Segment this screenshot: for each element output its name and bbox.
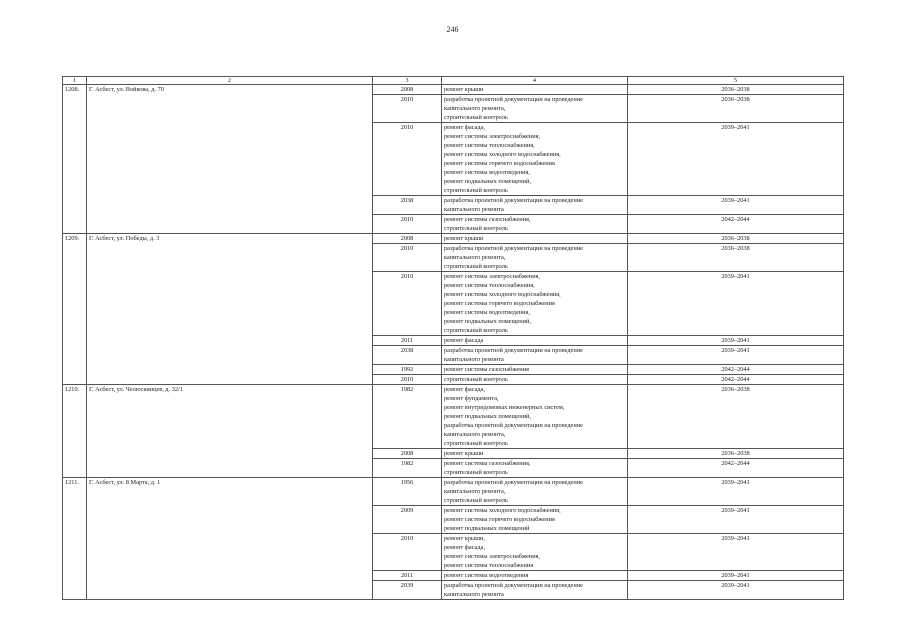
work-item: ремонт фасада,: [444, 386, 485, 393]
work-item: ремонт крыши: [444, 450, 484, 457]
year-cell: 2010: [373, 272, 442, 336]
work-item: ремонт системы горячего водоснабжения: [444, 160, 555, 167]
year-cell: 2038: [373, 196, 442, 215]
work-item: разработка проектной документации на проведение: [444, 197, 583, 204]
year-cell: 1956: [373, 478, 442, 506]
header-cell-2: 2: [87, 77, 373, 85]
table-row: [63, 85, 844, 95]
work-item: капитального ремонта,: [444, 105, 506, 112]
works-cell: [442, 272, 628, 336]
work-item: ремонт фасада,: [444, 544, 485, 551]
object-number: 1211.: [63, 478, 87, 600]
works-cell: [442, 95, 628, 123]
work-item: строительный контроль: [444, 327, 508, 334]
header-cell-3: 3: [373, 77, 442, 85]
work-item: ремонт фасада: [444, 337, 484, 344]
work-item: ремонт системы горячего водоснабжения: [444, 516, 555, 523]
period-cell: 2036–2038: [628, 244, 844, 272]
works-cell: [442, 215, 628, 234]
period-cell: 2036–2038: [628, 449, 844, 459]
work-item: ремонт системы газоснабжения: [444, 366, 529, 373]
works-cell: [442, 385, 628, 449]
header-row: [63, 77, 844, 85]
work-item: ремонт фасада,: [444, 124, 485, 131]
works-cell: [442, 196, 628, 215]
year-cell: 2008: [373, 85, 442, 95]
work-item: ремонт системы водоотведения,: [444, 169, 530, 176]
object-address: Г. Асбест, ул. Победы, д. 3: [87, 234, 373, 385]
work-item: ремонт фундамента,: [444, 395, 499, 402]
year-cell: 2010: [373, 244, 442, 272]
repair-schedule-table: [62, 76, 844, 600]
work-item: ремонт системы теплоснабжения: [444, 562, 534, 569]
work-item: ремонт внутридомовых инженерных систем,: [444, 404, 565, 411]
period-cell: 2039–2041: [628, 571, 844, 581]
works-cell: [442, 123, 628, 196]
period-cell: 2039–2041: [628, 534, 844, 571]
work-item: ремонт подвальных помещений,: [444, 318, 531, 325]
year-cell: 2010: [373, 375, 442, 385]
object-address: Г. Асбест, ул. Челюскинцев, д. 32/1: [87, 385, 373, 478]
header-cell-5: 5: [628, 77, 844, 85]
work-item: капитального ремонта,: [444, 254, 506, 261]
work-item: ремонт системы электроснабжения,: [444, 133, 541, 140]
works-cell: [442, 336, 628, 346]
works-cell: [442, 459, 628, 478]
table-row: [63, 385, 844, 449]
work-item: разработка проектной документации на проведение: [444, 245, 583, 252]
works-cell: [442, 234, 628, 244]
table-row: [63, 234, 844, 244]
work-item: разработка проектной документации на проведение: [444, 479, 583, 486]
period-cell: 2036–2038: [628, 234, 844, 244]
work-item: строительный контроль: [444, 497, 508, 504]
work-item: ремонт системы теплоснабжения,: [444, 142, 535, 149]
works-cell: [442, 85, 628, 95]
works-cell: [442, 449, 628, 459]
year-cell: 2010: [373, 123, 442, 196]
period-cell: 2039–2041: [628, 506, 844, 534]
period-cell: 2042–2044: [628, 375, 844, 385]
year-cell: 2010: [373, 215, 442, 234]
works-cell: [442, 506, 628, 534]
works-cell: [442, 244, 628, 272]
work-item: строительный контроль: [444, 114, 508, 121]
year-cell: 1982: [373, 459, 442, 478]
work-item: капитального ремонта,: [444, 488, 506, 495]
work-item: разработка проектной документации на проведение: [444, 347, 583, 354]
year-cell: 2039: [373, 581, 442, 600]
works-cell: [442, 375, 628, 385]
work-item: ремонт системы холодного водоснабжения,: [444, 291, 561, 298]
header-cell-4: 4: [442, 77, 628, 85]
work-item: капитального ремонта: [444, 356, 504, 363]
year-cell: 2008: [373, 449, 442, 459]
object-number: 1208.: [63, 85, 87, 234]
period-cell: 2039–2041: [628, 196, 844, 215]
work-item: ремонт системы теплоснабжения,: [444, 282, 535, 289]
work-item: строительный контроль: [444, 263, 508, 270]
year-cell: 1992: [373, 365, 442, 375]
work-item: ремонт крыши: [444, 235, 484, 242]
work-item: капитального ремонта,: [444, 431, 506, 438]
work-item: ремонт системы горячего водоснабжения: [444, 300, 555, 307]
object-number: 1209.: [63, 234, 87, 385]
work-item: ремонт системы электроснабжения,: [444, 553, 541, 560]
work-item: капитального ремонта: [444, 591, 504, 598]
works-cell: [442, 365, 628, 375]
period-cell: 2039–2041: [628, 346, 844, 365]
object-number: 1210.: [63, 385, 87, 478]
work-item: ремонт подвальных помещений,: [444, 178, 531, 185]
works-cell: [442, 346, 628, 365]
year-cell: 2010: [373, 534, 442, 571]
work-item: ремонт системы водоотведения,: [444, 309, 530, 316]
object-address: Г. Асбест, ул. Войкова, д. 70: [87, 85, 373, 234]
year-cell: 2011: [373, 571, 442, 581]
work-item: ремонт системы водоотведения: [444, 572, 529, 579]
year-cell: 2011: [373, 336, 442, 346]
work-item: разработка проектной документации на проведение: [444, 96, 583, 103]
period-cell: 2039–2041: [628, 336, 844, 346]
work-item: капитального ремонта: [444, 206, 504, 213]
period-cell: 2036–2038: [628, 385, 844, 449]
period-cell: 2039–2041: [628, 581, 844, 600]
period-cell: 2039–2041: [628, 478, 844, 506]
work-item: ремонт системы газоснабжения,: [444, 216, 531, 223]
period-cell: 2042–2044: [628, 459, 844, 478]
work-item: ремонт системы электроснабжения,: [444, 273, 541, 280]
work-item: ремонт системы холодного водоснабжения,: [444, 507, 561, 514]
works-cell: [442, 571, 628, 581]
header-cell-1: 1: [63, 77, 87, 85]
year-cell: 2038: [373, 346, 442, 365]
work-item: строительный контроль: [444, 376, 508, 383]
work-item: ремонт крыши: [444, 86, 484, 93]
object-address: Г. Асбест, ул. 8 Марта, д. 1: [87, 478, 373, 600]
page-number: 246: [446, 25, 459, 34]
work-item: разработка проектной документации на проведение: [444, 422, 583, 429]
period-cell: 2036–2038: [628, 85, 844, 95]
work-item: ремонт системы холодного водоснабжения,: [444, 151, 561, 158]
table-row: [63, 478, 844, 506]
work-item: ремонт системы газоснабжения,: [444, 460, 531, 467]
period-cell: 2042–2044: [628, 365, 844, 375]
work-item: разработка проектной документации на проведение: [444, 582, 583, 589]
year-cell: 2009: [373, 506, 442, 534]
work-item: строительный контроль: [444, 187, 508, 194]
work-item: строительный контроль: [444, 440, 508, 447]
work-item: ремонт крыши,: [444, 535, 486, 542]
works-cell: [442, 534, 628, 571]
table-body: [63, 85, 844, 600]
work-item: ремонт подвальных помещений,: [444, 413, 531, 420]
year-cell: 2010: [373, 95, 442, 123]
year-cell: 1982: [373, 385, 442, 449]
work-item: ремонт подвальных помещений: [444, 525, 530, 532]
period-cell: 2036–2038: [628, 95, 844, 123]
period-cell: 2039–2041: [628, 272, 844, 336]
year-cell: 2008: [373, 234, 442, 244]
work-item: строительный контроль: [444, 225, 508, 232]
works-cell: [442, 581, 628, 600]
period-cell: 2039–2041: [628, 123, 844, 196]
work-item: строительный контроль: [444, 469, 508, 476]
works-cell: [442, 478, 628, 506]
period-cell: 2042–2044: [628, 215, 844, 234]
